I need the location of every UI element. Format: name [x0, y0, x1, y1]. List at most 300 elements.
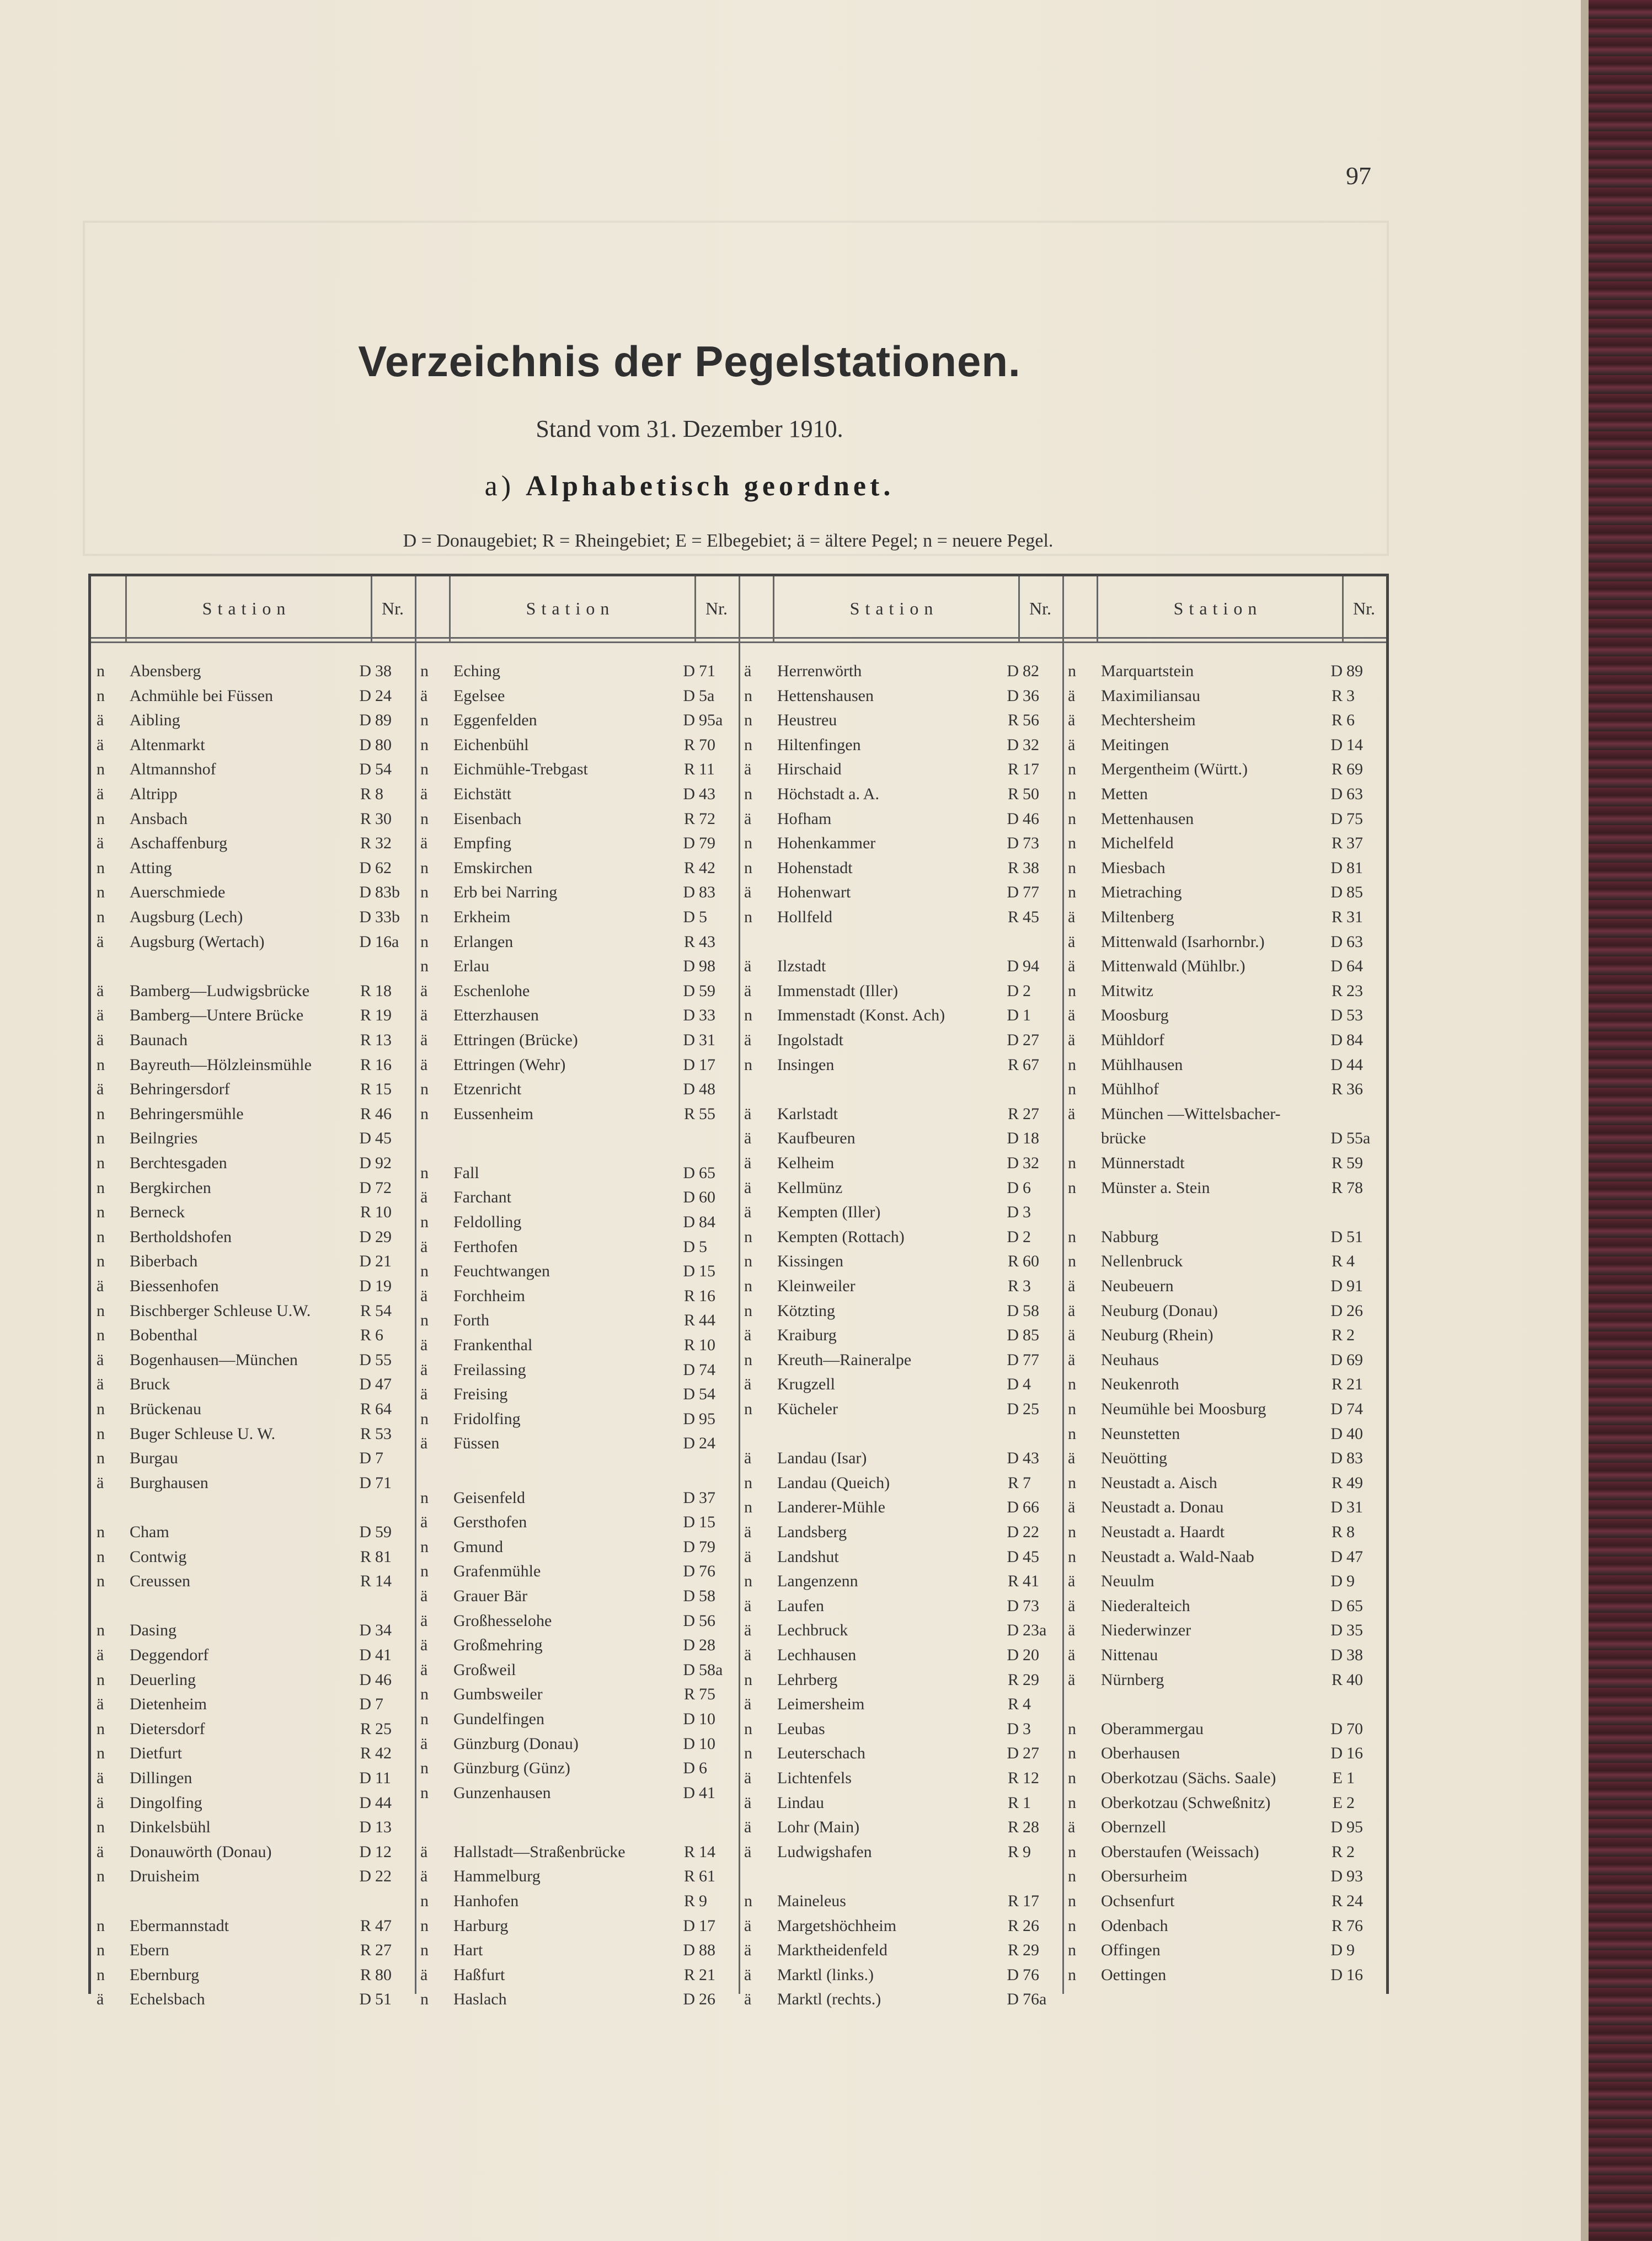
type-marker: ä	[744, 1449, 752, 1468]
station-name: Bamberg—Untere Brücke	[130, 1006, 304, 1025]
type-marker: n	[1068, 1252, 1076, 1271]
river-basin: D	[1330, 1547, 1343, 1566]
river-basin: R	[1331, 1842, 1343, 1861]
table-row	[415, 1892, 739, 1914]
river-basin: D	[683, 1783, 695, 1802]
station-number: 85	[1023, 1326, 1039, 1345]
station-name: Eggenfelden	[453, 711, 537, 730]
station-name: Mühldorf	[1101, 1031, 1164, 1049]
river-basin: D	[1330, 1301, 1343, 1320]
type-marker: ä	[420, 1734, 428, 1753]
station-name: Obernzell	[1101, 1818, 1167, 1837]
station-number: 71	[699, 662, 715, 680]
type-marker: n	[97, 1719, 105, 1738]
station-number: 59	[699, 981, 715, 1000]
station-number: 10	[699, 1336, 715, 1355]
river-basin: R	[1331, 686, 1343, 705]
type-marker: ä	[420, 1611, 428, 1630]
station-name: Landerer-Mühle	[777, 1498, 885, 1517]
station-name: Bamberg—Ludwigsbrücke	[130, 981, 310, 1000]
type-marker: n	[420, 711, 429, 730]
river-basin: D	[683, 1163, 695, 1182]
station-name: Neukenroth	[1101, 1375, 1179, 1394]
station-number: 9	[1023, 1842, 1031, 1861]
type-marker: n	[420, 1990, 429, 2009]
river-basin: D	[1330, 1941, 1343, 1960]
station-name: Neuhaus	[1101, 1350, 1159, 1369]
station-number: 83	[699, 883, 715, 902]
river-basin: R	[1331, 711, 1343, 730]
river-basin: E	[1332, 1793, 1343, 1812]
table-row	[739, 1474, 1062, 1496]
type-marker: ä	[744, 1793, 752, 1812]
river-basin: D	[683, 957, 695, 976]
station-name: Landsberg	[777, 1523, 847, 1541]
river-basin: D	[1330, 1719, 1343, 1738]
river-basin: R	[360, 834, 371, 853]
station-name: Maineleus	[777, 1892, 846, 1910]
table-row	[415, 687, 739, 709]
table-row	[1062, 785, 1386, 807]
station-name: Fall	[453, 1163, 479, 1182]
river-basin: R	[1007, 1941, 1019, 1960]
type-marker: n	[97, 1178, 105, 1197]
river-basin: D	[359, 1154, 371, 1172]
river-basin: R	[1331, 1523, 1343, 1541]
type-marker: ä	[744, 1965, 752, 1984]
type-marker: n	[1068, 981, 1076, 1000]
table-row	[1062, 1031, 1386, 1053]
station-number: 81	[1346, 858, 1363, 877]
type-marker: n	[744, 785, 752, 803]
station-number: 83	[1346, 1449, 1363, 1468]
station-name: Ansbach	[130, 809, 188, 828]
station-number: 95a	[699, 711, 723, 730]
station-name: Odenbach	[1101, 1916, 1168, 1935]
station-name: Burgau	[130, 1449, 178, 1468]
type-marker: n	[1068, 809, 1076, 828]
table-column-3	[739, 576, 1062, 2009]
river-basin: R	[1007, 1473, 1019, 1492]
station-name: Nürnberg	[1101, 1670, 1164, 1689]
header-divider	[694, 576, 696, 641]
station-name: Mechtersheim	[1101, 711, 1196, 730]
station-name: Achmühle bei Füssen	[130, 686, 273, 705]
type-marker: n	[744, 1301, 752, 1320]
station-number: 11	[699, 760, 715, 779]
type-marker: ä	[1068, 957, 1076, 976]
station-name: Altenmarkt	[130, 735, 205, 754]
river-basin: R	[360, 809, 371, 828]
station-number: 8	[375, 785, 383, 803]
river-basin: R	[360, 1941, 371, 1960]
type-marker: ä	[420, 1965, 428, 1984]
table-row	[91, 1572, 415, 1594]
station-number: 80	[375, 735, 392, 754]
station-number: 16	[375, 1055, 392, 1074]
station-number: 31	[1346, 908, 1363, 926]
station-name: Offingen	[1101, 1941, 1161, 1960]
river-basin: D	[1007, 1006, 1019, 1025]
type-marker: n	[97, 1203, 105, 1222]
station-name: Empfing	[453, 834, 511, 853]
station-number: 40	[1346, 1670, 1363, 1689]
station-name: Eisenbach	[453, 809, 522, 828]
table-row	[1062, 1917, 1386, 1939]
river-basin: R	[683, 1965, 695, 1984]
station-name: Erlau	[453, 957, 489, 976]
river-basin: D	[683, 1488, 695, 1507]
river-basin: R	[360, 785, 371, 803]
station-name: Ettringen (Wehr)	[453, 1055, 566, 1074]
river-basin: R	[360, 1104, 371, 1123]
station-number: 18	[375, 981, 392, 1000]
type-marker: n	[420, 1080, 429, 1099]
river-basin: D	[1330, 1867, 1343, 1886]
type-marker: ä	[420, 1031, 428, 1049]
type-marker: ä	[97, 1006, 104, 1025]
station-number: 66	[1023, 1498, 1039, 1517]
type-marker: n	[744, 1006, 752, 1025]
table-row	[91, 834, 415, 856]
station-name: Frankenthal	[453, 1336, 533, 1355]
river-basin: D	[359, 1621, 371, 1640]
table-row	[91, 1252, 415, 1274]
type-marker: ä	[1068, 1277, 1076, 1295]
type-marker: n	[97, 1965, 105, 1984]
station-name: Großhesselohe	[453, 1611, 552, 1630]
type-marker: n	[420, 1685, 429, 1704]
table-row	[91, 1695, 415, 1717]
type-marker: ä	[744, 1769, 752, 1787]
river-basin: D	[683, 1562, 695, 1581]
river-basin: R	[1007, 1892, 1019, 1910]
station-name: Dasing	[130, 1621, 177, 1640]
station-number: 71	[375, 1473, 392, 1492]
station-name: Marktl (links.)	[777, 1965, 874, 1984]
station-name: Eching	[453, 662, 500, 680]
table-row	[1062, 1302, 1386, 1324]
station-number: 6	[699, 1759, 707, 1778]
station-number: 19	[375, 1006, 392, 1025]
type-marker: ä	[744, 1129, 752, 1148]
table-row	[1062, 1080, 1386, 1102]
type-marker: n	[420, 1759, 429, 1778]
type-marker: n	[97, 1154, 105, 1172]
station-number: 75	[1346, 809, 1363, 828]
header-divider	[1342, 576, 1344, 641]
station-name: Günzburg (Donau)	[453, 1734, 579, 1753]
type-marker: ä	[1068, 1449, 1076, 1468]
station-name: Haslach	[453, 1990, 507, 2009]
station-number: 40	[1346, 1424, 1363, 1443]
table-row	[1062, 1720, 1386, 1742]
station-number: 41	[1023, 1572, 1039, 1591]
table-row	[91, 1769, 415, 1791]
column-header-station: Station	[526, 598, 615, 618]
station-name: Lindau	[777, 1793, 824, 1812]
type-marker: n	[744, 1473, 752, 1492]
header-divider	[1018, 576, 1020, 641]
station-name: Münster a. Stein	[1101, 1178, 1210, 1197]
river-basin: R	[1007, 711, 1019, 730]
river-basin: D	[1007, 957, 1019, 976]
type-marker: n	[1068, 1719, 1076, 1738]
station-name: Kleinweiler	[777, 1277, 856, 1295]
type-marker: ä	[744, 1621, 752, 1640]
station-name: Ettringen (Brücke)	[453, 1031, 578, 1049]
type-marker: n	[1068, 834, 1076, 853]
table-row	[1062, 1129, 1386, 1151]
station-number: 73	[1023, 1596, 1039, 1615]
station-name: Aschaffenburg	[130, 834, 228, 853]
river-basin: D	[683, 785, 695, 803]
type-marker: ä	[1068, 1104, 1076, 1123]
table-row	[739, 883, 1062, 905]
station-name: Ferthofen	[453, 1237, 518, 1256]
table-row	[739, 1179, 1062, 1201]
type-marker: ä	[97, 1646, 104, 1664]
station-number: 84	[1346, 1031, 1363, 1049]
station-name: Eussenheim	[453, 1104, 533, 1123]
table-row	[415, 785, 739, 807]
station-name: Kücheler	[777, 1400, 838, 1418]
station-number: 15	[699, 1513, 715, 1532]
table-row	[1062, 957, 1386, 979]
station-name: Neustadt a. Aisch	[1101, 1473, 1217, 1492]
station-name: München —Wittelsbacher-	[1101, 1104, 1281, 1123]
type-marker: n	[420, 1262, 429, 1281]
station-number: 76	[1346, 1916, 1363, 1935]
type-marker: n	[1068, 1793, 1076, 1812]
station-number: 54	[375, 1301, 392, 1320]
station-name: Kempten (Rottach)	[777, 1227, 905, 1246]
station-number: 82	[1023, 662, 1039, 680]
station-name: Münnerstadt	[1101, 1154, 1185, 1172]
station-name: Eichmühle-Trebgast	[453, 760, 588, 779]
station-number: 16	[1346, 1744, 1363, 1763]
table-row	[739, 1941, 1062, 1963]
river-basin: D	[1007, 1646, 1019, 1664]
river-basin: R	[1331, 1670, 1343, 1689]
station-number: 29	[1023, 1670, 1039, 1689]
river-basin: R	[1331, 1080, 1343, 1099]
river-basin: D	[1007, 735, 1019, 754]
station-number: 21	[1346, 1375, 1363, 1394]
type-marker: n	[1068, 760, 1076, 779]
type-marker: n	[1068, 1523, 1076, 1541]
station-number: 26	[699, 1990, 715, 2009]
station-name: Mittenwald (Isarhornbr.)	[1101, 932, 1265, 951]
table-row	[415, 1587, 739, 1609]
river-basin: D	[683, 1709, 695, 1728]
table-row	[415, 1685, 739, 1707]
station-name: Neubeuern	[1101, 1277, 1174, 1295]
river-basin: R	[1007, 908, 1019, 926]
type-marker: n	[744, 908, 752, 926]
station-name: Neunstetten	[1101, 1424, 1180, 1443]
table-row	[1062, 1646, 1386, 1668]
station-name: Michelfeld	[1101, 834, 1174, 853]
type-marker: n	[97, 1104, 105, 1123]
station-name: Langenzenn	[777, 1572, 858, 1591]
station-number: 54	[699, 1385, 715, 1404]
river-basin: D	[359, 662, 371, 680]
type-marker: ä	[420, 1385, 428, 1404]
table-row	[91, 933, 415, 955]
station-number: 59	[1346, 1154, 1363, 1172]
table-row	[1062, 1523, 1386, 1545]
type-marker: n	[1068, 1227, 1076, 1246]
station-name: Oberkotzau (Schweßnitz)	[1101, 1793, 1271, 1812]
station-number: 58	[699, 1586, 715, 1605]
table-row	[739, 1818, 1062, 1840]
station-number: 61	[699, 1867, 715, 1886]
type-marker: n	[1068, 1154, 1076, 1172]
table-row	[739, 1129, 1062, 1151]
station-number: 37	[699, 1488, 715, 1507]
table-row	[91, 711, 415, 733]
type-marker: n	[1068, 1080, 1076, 1099]
river-basin: D	[1007, 834, 1019, 853]
type-marker: ä	[744, 1941, 752, 1960]
table-row	[91, 1031, 415, 1053]
station-name: Mergentheim (Württ.)	[1101, 760, 1248, 779]
station-number: 17	[699, 1916, 715, 1935]
type-marker: ä	[1068, 735, 1076, 754]
station-name: Bobenthal	[130, 1326, 198, 1345]
type-marker: n	[420, 1488, 429, 1507]
table-row	[415, 1105, 739, 1127]
type-marker: ä	[744, 662, 752, 680]
station-number: 10	[699, 1709, 715, 1728]
table-row	[1062, 1867, 1386, 1889]
station-number: 3	[1023, 1203, 1031, 1222]
station-number: 83b	[375, 883, 400, 902]
type-marker: ä	[420, 1237, 428, 1256]
station-name: Nabburg	[1101, 1227, 1159, 1246]
station-number: 76	[699, 1562, 715, 1581]
type-marker: n	[744, 1227, 752, 1246]
station-name: Gersthofen	[453, 1513, 527, 1532]
type-marker: ä	[1068, 1621, 1076, 1640]
station-name: Neuburg (Donau)	[1101, 1301, 1218, 1320]
river-basin: R	[360, 1055, 371, 1074]
station-name: Dietersdorf	[130, 1719, 205, 1738]
table-row	[415, 1612, 739, 1634]
station-number: 88	[699, 1941, 715, 1960]
type-marker: n	[420, 760, 429, 779]
table-row	[415, 1784, 739, 1806]
station-number: 27	[1023, 1744, 1039, 1763]
type-marker: n	[744, 735, 752, 754]
type-marker: n	[97, 760, 105, 779]
station-number: 20	[1023, 1646, 1039, 1664]
station-name: Kaufbeuren	[777, 1129, 856, 1148]
section-prefix: a)	[484, 470, 515, 502]
river-basin: D	[1007, 1154, 1019, 1172]
station-number: 76a	[1023, 1990, 1047, 2009]
river-basin: D	[683, 1237, 695, 1256]
station-number: 32	[375, 834, 392, 853]
station-number: 55	[699, 1104, 715, 1123]
type-marker: ä	[97, 1375, 104, 1394]
river-basin: D	[1330, 1965, 1343, 1984]
station-name: Emskirchen	[453, 858, 533, 877]
river-basin: E	[1332, 1769, 1343, 1787]
station-number: 56	[1023, 711, 1039, 730]
type-marker: n	[420, 1562, 429, 1581]
type-marker: ä	[744, 1818, 752, 1837]
river-basin: R	[1007, 1818, 1019, 1837]
station-name: Oberhausen	[1101, 1744, 1180, 1763]
station-name: Brückenau	[130, 1400, 201, 1418]
table-row	[415, 1489, 739, 1511]
station-number: 3	[1023, 1277, 1031, 1295]
type-marker: n	[744, 1350, 752, 1369]
station-number: 89	[1346, 662, 1363, 680]
river-basin: D	[683, 1434, 695, 1453]
station-name: Hart	[453, 1941, 483, 1960]
type-marker: n	[420, 908, 429, 926]
type-marker: ä	[97, 1350, 104, 1369]
table-row	[739, 1498, 1062, 1520]
type-marker: n	[97, 908, 105, 926]
type-marker: n	[1068, 1375, 1076, 1394]
table-column-4	[1062, 576, 1386, 1994]
type-marker: ä	[744, 760, 752, 779]
station-name: Füssen	[453, 1434, 500, 1453]
station-name: Karlstadt	[777, 1104, 838, 1123]
station-name: Erb bei Narring	[453, 883, 558, 902]
station-name: Herrenwörth	[777, 662, 862, 680]
table-row	[1062, 760, 1386, 782]
river-basin: R	[360, 1031, 371, 1049]
station-name: Kreuth—Raineralpe	[777, 1350, 912, 1369]
table-row	[415, 859, 739, 881]
station-number: 6	[1346, 711, 1355, 730]
type-marker: n	[97, 1252, 105, 1271]
station-number: 69	[1346, 760, 1363, 779]
type-marker: ä	[97, 1695, 104, 1714]
table-row	[415, 1311, 739, 1333]
table-row	[91, 1818, 415, 1840]
type-marker: n	[744, 711, 752, 730]
table-row	[415, 908, 739, 930]
table-row	[739, 785, 1062, 807]
river-basin: D	[1330, 858, 1343, 877]
station-name: Mühlhausen	[1101, 1055, 1183, 1074]
river-basin: R	[360, 1547, 371, 1566]
table-row	[739, 834, 1062, 856]
table-row	[415, 1966, 739, 1988]
station-number: 78	[1346, 1178, 1363, 1197]
river-basin: D	[1330, 1277, 1343, 1295]
station-number: 10	[375, 1203, 392, 1222]
river-basin: D	[1330, 1129, 1343, 1148]
river-basin: R	[683, 735, 695, 754]
river-basin: D	[1007, 1326, 1019, 1345]
station-number: 63	[1346, 932, 1363, 951]
river-basin: D	[683, 1916, 695, 1935]
station-name: Feuchtwangen	[453, 1262, 550, 1281]
station-number: 56	[699, 1611, 715, 1630]
table-row	[739, 1572, 1062, 1594]
river-basin: D	[1007, 1621, 1019, 1640]
station-name: Beilngries	[130, 1129, 198, 1148]
river-basin: D	[1330, 1055, 1343, 1074]
station-name: Aibling	[130, 711, 180, 730]
